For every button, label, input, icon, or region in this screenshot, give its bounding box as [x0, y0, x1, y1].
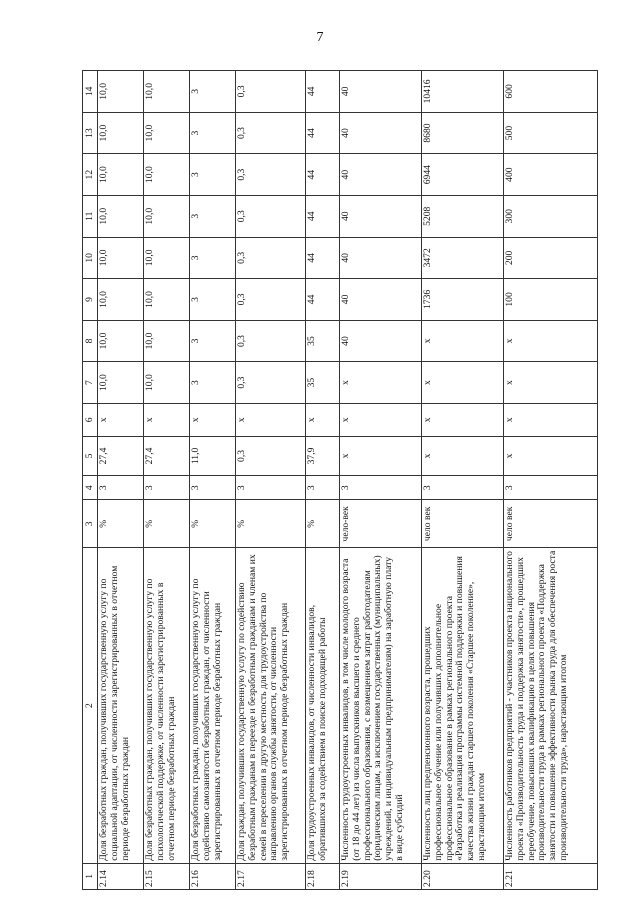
value-cell-c12: 10,0 [98, 154, 144, 196]
value-cell-c10: 3 [190, 237, 236, 279]
value-cell-c14: 10416 [422, 71, 504, 113]
value-cell-c11: 0,3 [236, 195, 306, 237]
row-number-cell: 2.14 [98, 863, 144, 889]
header-cell: 7 [83, 362, 98, 404]
row-number-cell: 2.20 [422, 863, 504, 889]
value-cell-c8: 10,0 [98, 320, 144, 362]
unit-cell: % [236, 500, 306, 548]
table-row [236, 71, 306, 890]
indicator-description-cell: Численность лиц предпенсионного возраста, прошедших профессиональное обучение или получивших дополнительное профессиональное образование в рамках регионального проекта «Разработка и реализация программы системной поддержки и повышения качества жизни граждан старшего поколения «Старшее поколение», нарастающим итогом [422, 548, 504, 863]
header-cell: 8 [83, 320, 98, 362]
value-cell-c4: 3 [98, 476, 144, 500]
header-cell: 5 [83, 436, 98, 475]
value-cell-c14: 10,0 [98, 71, 144, 113]
value-cell-c4: 3 [190, 476, 236, 500]
value-cell-c5: х [340, 436, 422, 475]
value-cell-c8: 35 [306, 320, 340, 362]
value-cell-c6: х [98, 403, 144, 436]
header-cell: 9 [83, 279, 98, 321]
page-number: 7 [316, 30, 324, 45]
table-row [144, 71, 190, 890]
value-cell-c10: 44 [306, 237, 340, 279]
value-cell-c12: 400 [504, 154, 598, 196]
header-cell: 1 [83, 863, 98, 889]
value-cell-c14: 10,0 [144, 71, 190, 113]
table-row [98, 71, 144, 890]
indicator-description-cell: Доля граждан, получивших государственную услугу по содействию безработным гражданам в переезде и безработным гражданам и членам их семей в переселении в другую местность для трудоустройства по направлению органов службы занятости, от численности зарегистрированных в отчетном периоде безработных граждан [236, 548, 306, 863]
indicator-description-cell: Доля трудоустроенных инвалидов, от численности инвалидов, обратившихся за содействием в поиске подходящей работы [306, 548, 340, 863]
unit-cell: % [98, 500, 144, 548]
value-cell-c7: 0,3 [236, 362, 306, 404]
value-cell-c11: 10,0 [98, 195, 144, 237]
value-cell-c9: 10,0 [98, 279, 144, 321]
value-cell-c13: 0,3 [236, 112, 306, 154]
row-number-cell: 2.16 [190, 863, 236, 889]
unit-cell: чело век [422, 500, 504, 548]
value-cell-c5: 37,9 [306, 436, 340, 475]
value-cell-c6: х [190, 403, 236, 436]
value-cell-c12: 0,3 [236, 154, 306, 196]
row-number-cell: 2.15 [144, 863, 190, 889]
value-cell-c13: 10,0 [98, 112, 144, 154]
value-cell-c7: 10,0 [98, 362, 144, 404]
value-cell-c11: 44 [306, 195, 340, 237]
value-cell-c9: 10,0 [144, 279, 190, 321]
value-cell-c7: 10,0 [144, 362, 190, 404]
value-cell-c7: х [340, 362, 422, 404]
header-row [83, 71, 98, 890]
row-number-cell: 2.19 [340, 863, 422, 889]
value-cell-c4: 3 [236, 476, 306, 500]
value-cell-c8: х [422, 320, 504, 362]
value-cell-c6: х [340, 403, 422, 436]
value-cell-c6: х [504, 403, 598, 436]
value-cell-c6: х [422, 403, 504, 436]
value-cell-c14: 3 [190, 71, 236, 113]
value-cell-c4: 3 [504, 476, 598, 500]
value-cell-c10: 40 [340, 237, 422, 279]
value-cell-c13: 40 [340, 112, 422, 154]
value-cell-c14: 600 [504, 71, 598, 113]
value-cell-c14: 44 [306, 71, 340, 113]
value-cell-c12: 40 [340, 154, 422, 196]
indicator-description-cell: Доля безработных граждан, получивших государственную услугу по психологической поддержке, от численности зарегистрированных в отчетном периоде безработных граждан [144, 548, 190, 863]
value-cell-c6: х [236, 403, 306, 436]
table-row [190, 71, 236, 890]
header-cell: 10 [83, 237, 98, 279]
value-cell-c5: х [422, 436, 504, 475]
value-cell-c8: 0,3 [236, 320, 306, 362]
header-cell: 12 [83, 154, 98, 196]
value-cell-c13: 3 [190, 112, 236, 154]
value-cell-c6: х [306, 403, 340, 436]
value-cell-c11: 3 [190, 195, 236, 237]
value-cell-c4: 3 [340, 476, 422, 500]
header-cell: 3 [83, 500, 98, 548]
value-cell-c13: 500 [504, 112, 598, 154]
value-cell-c9: 0,3 [236, 279, 306, 321]
indicator-description-cell: Численность трудоустроенных инвалидов, в том числе молодого возраста (от 18 до 44 лет) из числа выпускников высшего и среднего профессионального образования, с возмещением затрат работодателям (юридическим лицам, за исключением государственных (муниципальных) учреждений, и индивидуальным предпринимателям) на заработную плату в виде субсидий [340, 548, 422, 863]
unit-cell: чело век [504, 500, 598, 548]
value-cell-c9: 3 [190, 279, 236, 321]
value-cell-c12: 44 [306, 154, 340, 196]
indicators-table [82, 70, 598, 890]
header-cell: 6 [83, 403, 98, 436]
header-cell: 2 [83, 548, 98, 863]
value-cell-c5: х [504, 436, 598, 475]
table-row [422, 71, 504, 890]
value-cell-c10: 10,0 [144, 237, 190, 279]
value-cell-c8: 3 [190, 320, 236, 362]
row-number-cell: 2.18 [306, 863, 340, 889]
value-cell-c12: 3 [190, 154, 236, 196]
value-cell-c4: 3 [422, 476, 504, 500]
value-cell-c10: 200 [504, 237, 598, 279]
header-cell: 11 [83, 195, 98, 237]
value-cell-c9: 1736 [422, 279, 504, 321]
value-cell-c11: 10,0 [144, 195, 190, 237]
value-cell-c11: 5208 [422, 195, 504, 237]
table-row [306, 71, 340, 890]
value-cell-c11: 300 [504, 195, 598, 237]
value-cell-c8: 40 [340, 320, 422, 362]
value-cell-c13: 8680 [422, 112, 504, 154]
value-cell-c13: 44 [306, 112, 340, 154]
indicator-description-cell: Доля безработных граждан, получивших государственную услугу по социальной адаптации, от численности зарегистрированных в отчетном периоде безработных граждан [98, 548, 144, 863]
rotated-table-container [82, 70, 569, 890]
unit-cell: % [190, 500, 236, 548]
value-cell-c4: 3 [144, 476, 190, 500]
indicator-description-cell: Численность работников предприятий - участников проекта национального проекта «Производительность труда и поддержка занятости», прошедших переобучение, повысивших квалификацию в целях повышения производительности труда в рамках регионального проекта «Поддержка занятости и повышение эффективности рынка труда для обеспечения роста производительности труда», нарастающим итогом [504, 548, 598, 863]
header-cell: 13 [83, 112, 98, 154]
value-cell-c7: х [504, 362, 598, 404]
table-row [340, 71, 422, 890]
unit-cell: % [306, 500, 340, 548]
unit-cell: чело-век [340, 500, 422, 548]
row-number-cell: 2.21 [504, 863, 598, 889]
table-viewport [82, 70, 569, 890]
value-cell-c11: 40 [340, 195, 422, 237]
value-cell-c7: х [422, 362, 504, 404]
value-cell-c5: 0,3 [236, 436, 306, 475]
value-cell-c13: 10,0 [144, 112, 190, 154]
value-cell-c5: 27,4 [144, 436, 190, 475]
table-body [83, 71, 598, 890]
value-cell-c14: 0,3 [236, 71, 306, 113]
table-row [504, 71, 598, 890]
value-cell-c10: 0,3 [236, 237, 306, 279]
row-number-cell: 2.17 [236, 863, 306, 889]
value-cell-c7: 35 [306, 362, 340, 404]
value-cell-c14: 40 [340, 71, 422, 113]
value-cell-c12: 10,0 [144, 154, 190, 196]
value-cell-c8: 10,0 [144, 320, 190, 362]
value-cell-c9: 40 [340, 279, 422, 321]
value-cell-c5: 27,4 [98, 436, 144, 475]
header-cell: 4 [83, 476, 98, 500]
value-cell-c9: 100 [504, 279, 598, 321]
value-cell-c7: 3 [190, 362, 236, 404]
value-cell-c5: 11,0 [190, 436, 236, 475]
value-cell-c10: 10,0 [98, 237, 144, 279]
value-cell-c9: 44 [306, 279, 340, 321]
value-cell-c12: 6944 [422, 154, 504, 196]
unit-cell: % [144, 500, 190, 548]
header-cell: 14 [83, 71, 98, 113]
indicator-description-cell: Доля безработных граждан, получивших государственную услугу по содействию самозанятости безработных граждан, от численности зарегистрированных в отчетном периоде безработных граждан [190, 548, 236, 863]
value-cell-c10: 3472 [422, 237, 504, 279]
value-cell-c8: х [504, 320, 598, 362]
value-cell-c6: х [144, 403, 190, 436]
value-cell-c4: 3 [306, 476, 340, 500]
